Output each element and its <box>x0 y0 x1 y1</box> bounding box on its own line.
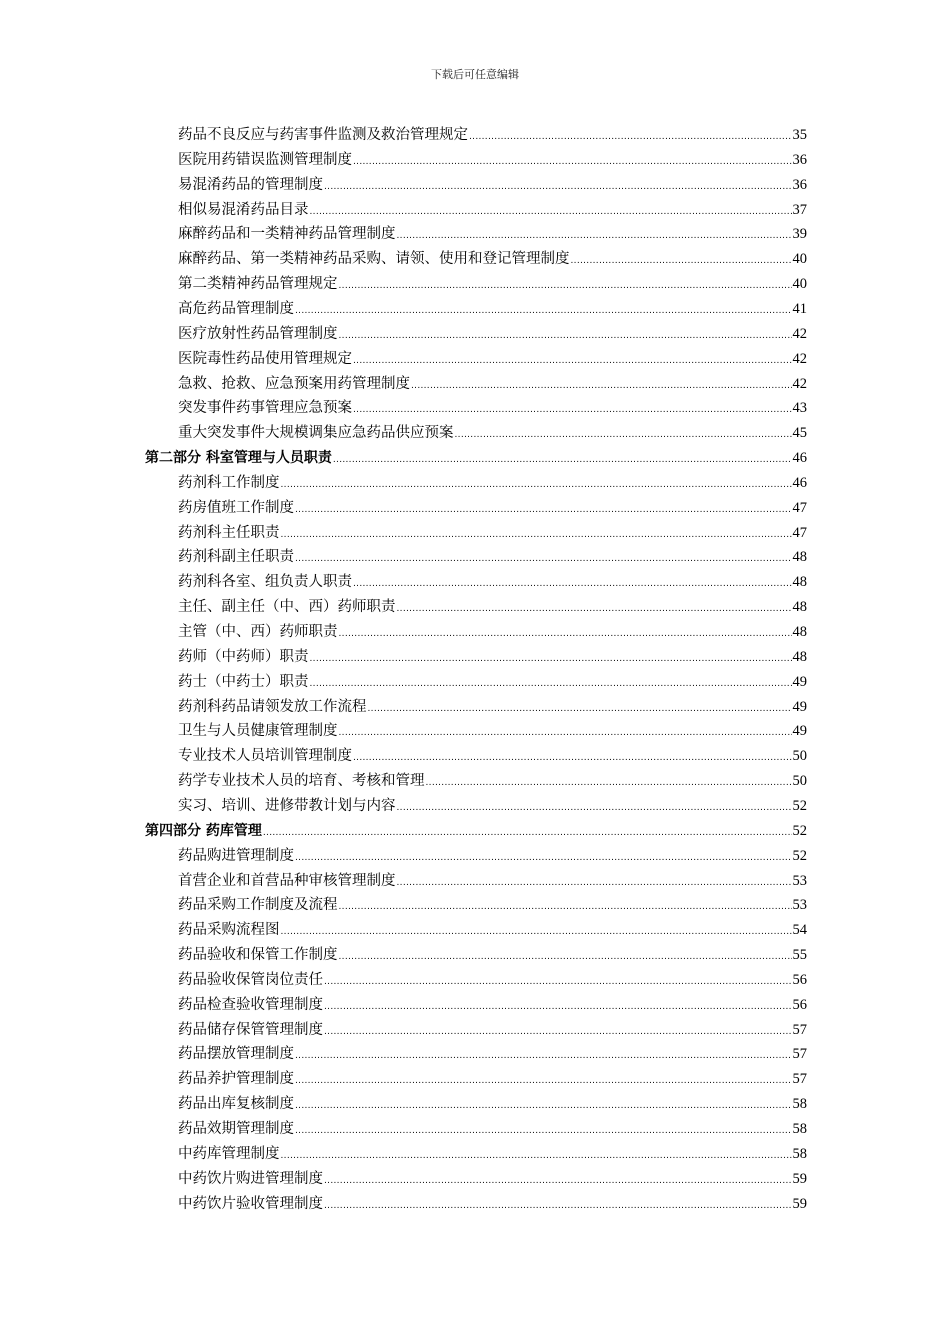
dot-leader <box>295 1120 792 1142</box>
toc-entry[interactable] <box>178 422 807 444</box>
toc-entry[interactable] <box>178 323 807 345</box>
toc-entry-title: 药品储存保管管理制度 <box>178 1021 323 1038</box>
toc-entry-title: 药品采购工作制度及流程 <box>178 897 338 914</box>
toc-entry-title: 药师（中药师）职责 <box>178 648 309 665</box>
dot-leader <box>339 325 792 347</box>
toc-part-heading[interactable] <box>145 447 807 469</box>
toc-entry-title: 药品养护管理制度 <box>178 1071 294 1088</box>
toc-entry[interactable] <box>178 546 807 568</box>
toc-entry[interactable] <box>178 696 807 718</box>
toc-entry-title: 首营企业和首营品种审核管理制度 <box>178 872 396 889</box>
toc-entry-title: 麻醉药品和一类精神药品管理制度 <box>178 226 396 243</box>
dot-leader <box>310 648 792 670</box>
toc-page-number: 55 <box>792 947 807 964</box>
toc-entry-title: 药剂科各室、组负责人职责 <box>178 574 352 591</box>
toc-entry[interactable] <box>178 1193 807 1215</box>
dot-leader <box>281 474 792 496</box>
dot-leader <box>426 772 792 794</box>
toc-entry[interactable] <box>178 1143 807 1165</box>
toc-page-number: 36 <box>792 151 807 168</box>
dot-leader <box>339 275 792 297</box>
toc-page-number: 49 <box>792 723 807 740</box>
toc-page-number: 48 <box>792 574 807 591</box>
toc-entry[interactable] <box>178 273 807 295</box>
toc-page-number: 48 <box>792 648 807 665</box>
dot-leader <box>310 673 792 695</box>
toc-page-number: 47 <box>792 524 807 541</box>
toc-entry[interactable] <box>178 1068 807 1090</box>
toc-page-number: 59 <box>792 1195 807 1212</box>
toc-entry[interactable] <box>178 745 807 767</box>
dot-leader <box>333 449 792 471</box>
toc-entry-title: 急救、抢救、应急预案用药管理制度 <box>178 375 410 392</box>
toc-page-number: 42 <box>792 350 807 367</box>
toc-entry[interactable] <box>178 223 807 245</box>
dot-leader <box>295 548 792 570</box>
toc-entry-title: 药品检查验收管理制度 <box>178 996 323 1013</box>
toc-page-number: 58 <box>792 1145 807 1162</box>
dot-leader <box>295 499 792 521</box>
dot-leader <box>324 1021 792 1043</box>
toc-entry[interactable] <box>178 720 807 742</box>
toc-entry[interactable] <box>178 373 807 395</box>
toc-entry-title: 主管（中、西）药师职责 <box>178 624 338 640</box>
toc-entry[interactable] <box>178 795 807 817</box>
toc-entry-title: 药品不良反应与药害事件监测及救治管理规定 <box>178 127 468 143</box>
dot-leader <box>339 722 792 744</box>
toc-page-number: 57 <box>792 1046 807 1063</box>
toc-entry[interactable] <box>178 621 807 643</box>
toc-entry[interactable] <box>178 919 807 941</box>
toc-entry[interactable] <box>178 298 807 320</box>
toc-page-number: 41 <box>792 300 807 317</box>
toc-entry[interactable] <box>178 1168 807 1190</box>
dot-leader <box>339 623 792 645</box>
toc-entry-title: 中药饮片购进管理制度 <box>178 1170 323 1187</box>
dot-leader <box>397 872 792 894</box>
toc-entry[interactable] <box>178 522 807 544</box>
toc-entry-title: 高危药品管理制度 <box>178 300 294 317</box>
toc-entry-title: 重大突发事件大规模调集应急药品供应预案 <box>178 425 454 442</box>
toc-page-number: 39 <box>792 226 807 243</box>
dot-leader <box>397 797 792 819</box>
dot-leader <box>353 151 792 173</box>
toc-entry-title: 药学专业技术人员的培育、考核和管理 <box>178 773 425 790</box>
toc-entry-title: 药品验收和保管工作制度 <box>178 947 338 964</box>
toc-entry-title: 第四部分 药库管理 <box>145 822 262 839</box>
toc-page-number: 42 <box>792 325 807 342</box>
toc-entry-title: 突发事件药事管理应急预案 <box>178 400 352 417</box>
dot-leader <box>263 822 792 844</box>
toc-page-number: 57 <box>792 1021 807 1038</box>
toc-entry-title: 药剂科主任职责 <box>178 524 280 541</box>
toc-entry-title: 中药库管理制度 <box>178 1145 280 1162</box>
toc-entry[interactable] <box>178 124 807 146</box>
dot-leader <box>295 1070 792 1092</box>
toc-entry[interactable] <box>178 1019 807 1041</box>
toc-entry-title: 药品效期管理制度 <box>178 1121 294 1137</box>
toc-entry[interactable] <box>178 1093 807 1115</box>
toc-page-number: 49 <box>792 698 807 715</box>
toc-page-number: 50 <box>792 773 807 790</box>
dot-leader <box>281 921 792 943</box>
toc-page-number: 52 <box>792 847 807 864</box>
dot-leader <box>353 747 792 769</box>
toc-entry[interactable] <box>178 248 807 270</box>
toc-page-number: 50 <box>792 748 807 765</box>
toc-entry-title: 中药饮片验收管理制度 <box>178 1195 323 1212</box>
dot-leader <box>397 225 792 247</box>
toc-entry-title: 药士（中药士）职责 <box>178 673 309 690</box>
toc-entry-title: 易混淆药品的管理制度 <box>178 176 323 193</box>
toc-page-number: 47 <box>792 499 807 516</box>
toc-entry[interactable] <box>178 1043 807 1065</box>
toc-entry[interactable] <box>178 671 807 693</box>
toc-part-heading[interactable] <box>145 820 807 842</box>
dot-leader <box>281 1145 792 1167</box>
toc-page-number: 52 <box>792 797 807 814</box>
dot-leader <box>353 399 792 421</box>
dot-leader <box>353 573 792 595</box>
toc-entry-title: 医疗放射性药品管理制度 <box>178 325 338 342</box>
toc-entry[interactable] <box>178 770 807 792</box>
toc-page-number: 53 <box>792 897 807 914</box>
toc-entry-title: 药剂科工作制度 <box>178 474 280 491</box>
dot-leader <box>339 896 792 918</box>
toc-entry[interactable] <box>178 870 807 892</box>
toc-entry[interactable] <box>178 497 807 519</box>
toc-page-number: 48 <box>792 624 807 640</box>
toc-page-number: 45 <box>792 425 807 442</box>
toc-entry-title: 药品采购流程图 <box>178 922 280 939</box>
dot-leader <box>324 1170 792 1192</box>
toc-page-number: 37 <box>792 201 807 218</box>
toc-page-number: 40 <box>792 276 807 293</box>
toc-entry-title: 药房值班工作制度 <box>178 499 294 516</box>
toc-entry[interactable] <box>178 472 807 494</box>
toc-page-number: 46 <box>792 450 807 467</box>
dot-leader <box>353 350 792 372</box>
toc-entry-title: 药品验收保管岗位责任 <box>178 971 323 988</box>
toc-entry[interactable] <box>178 397 807 419</box>
toc-entry[interactable] <box>178 969 807 991</box>
toc-entry[interactable] <box>178 1118 807 1140</box>
toc-page-number: 58 <box>792 1096 807 1113</box>
toc-entry-title: 麻醉药品、第一类精神药品采购、请领、使用和登记管理制度 <box>178 251 570 268</box>
toc-entry-title: 药剂科副主任职责 <box>178 549 294 566</box>
toc-entry[interactable] <box>178 199 807 221</box>
toc-page-number: 59 <box>792 1170 807 1187</box>
toc-entry-title: 第二部分 科室管理与人员职责 <box>145 450 332 467</box>
dot-leader <box>310 201 792 223</box>
dot-leader <box>324 971 792 993</box>
toc-entry-title: 医院毒性药品使用管理规定 <box>178 350 352 367</box>
toc-entry[interactable] <box>178 894 807 916</box>
dot-leader <box>281 524 792 546</box>
toc-entry-title: 药品购进管理制度 <box>178 847 294 864</box>
dot-leader <box>324 1195 792 1217</box>
toc-entry-title: 相似易混淆药品目录 <box>178 201 309 218</box>
dot-leader <box>469 126 792 148</box>
page-header: 下载后可任意编辑 <box>431 68 519 81</box>
toc-page-number: 40 <box>792 251 807 268</box>
toc-page-number: 36 <box>792 176 807 193</box>
dot-leader <box>455 424 792 446</box>
dot-leader <box>571 250 792 272</box>
dot-leader <box>397 598 792 620</box>
toc-entry[interactable] <box>178 571 807 593</box>
toc-page-number: 35 <box>792 127 807 143</box>
dot-leader <box>324 996 792 1018</box>
dot-leader <box>295 300 792 322</box>
toc-page-number: 43 <box>792 400 807 417</box>
toc-entry-title: 药品摆放管理制度 <box>178 1046 294 1063</box>
toc-page-number: 56 <box>792 971 807 988</box>
toc-entry[interactable] <box>178 348 807 370</box>
toc-entry-title: 第二类精神药品管理规定 <box>178 276 338 293</box>
toc-entry-title: 药剂科药品请领发放工作流程 <box>178 698 367 715</box>
toc-entry[interactable] <box>178 994 807 1016</box>
toc-entry-title: 医院用药错误监测管理制度 <box>178 151 352 168</box>
toc-page-number: 48 <box>792 599 807 616</box>
toc-entry-title: 卫生与人员健康管理制度 <box>178 723 338 740</box>
dot-leader <box>295 847 792 869</box>
dot-leader <box>368 698 792 720</box>
toc-entry-title: 实习、培训、进修带教计划与内容 <box>178 797 396 814</box>
toc-page-number: 58 <box>792 1121 807 1137</box>
toc-entry[interactable] <box>178 944 807 966</box>
toc-page-number: 57 <box>792 1071 807 1088</box>
toc-entry[interactable] <box>178 845 807 867</box>
toc-page-number: 52 <box>792 822 807 839</box>
toc-page-number: 53 <box>792 872 807 889</box>
toc-page-number: 56 <box>792 996 807 1013</box>
dot-leader <box>324 176 792 198</box>
toc-entry[interactable] <box>178 174 807 196</box>
toc-page-number: 42 <box>792 375 807 392</box>
toc-entry[interactable] <box>178 149 807 171</box>
toc-entry[interactable] <box>178 646 807 668</box>
toc-entry-title: 主任、副主任（中、西）药师职责 <box>178 599 396 616</box>
toc-entry-title: 药品出库复核制度 <box>178 1096 294 1113</box>
dot-leader <box>295 1045 792 1067</box>
toc-page-number: 48 <box>792 549 807 566</box>
dot-leader <box>295 1095 792 1117</box>
toc-entry-title: 专业技术人员培训管理制度 <box>178 748 352 765</box>
dot-leader <box>411 375 792 397</box>
toc-entry[interactable] <box>178 596 807 618</box>
toc-page-number: 49 <box>792 673 807 690</box>
toc-page-number: 54 <box>792 922 807 939</box>
dot-leader <box>339 946 792 968</box>
toc-page-number: 46 <box>792 474 807 491</box>
